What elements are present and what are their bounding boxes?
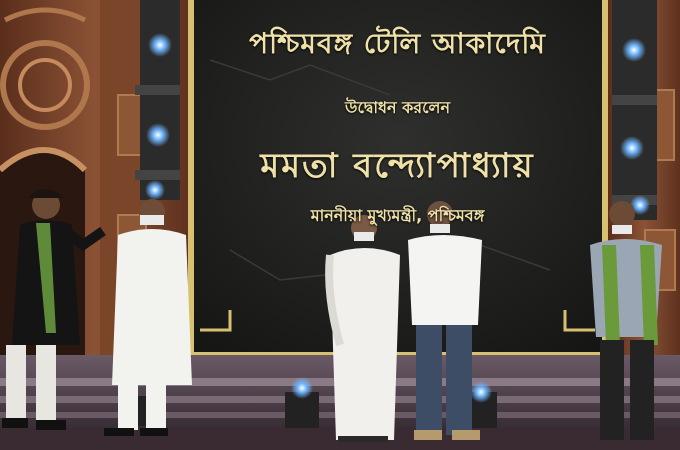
- plaque-title: পশ্চিমবঙ্গ টেলি আকাদেমি: [249, 27, 546, 60]
- plaque-designation: মাননীয়া মুখ্যমন্ত্রী, পশ্চিমবঙ্গ: [310, 206, 485, 225]
- plaque-inaugurated-by: উদ্বোধন করলেন: [344, 98, 451, 117]
- plaque-name: মমতা বন্দ্যোপাধ্যায়: [260, 146, 535, 186]
- left-light-truss: [135, 0, 180, 200]
- right-light-truss: [612, 0, 657, 220]
